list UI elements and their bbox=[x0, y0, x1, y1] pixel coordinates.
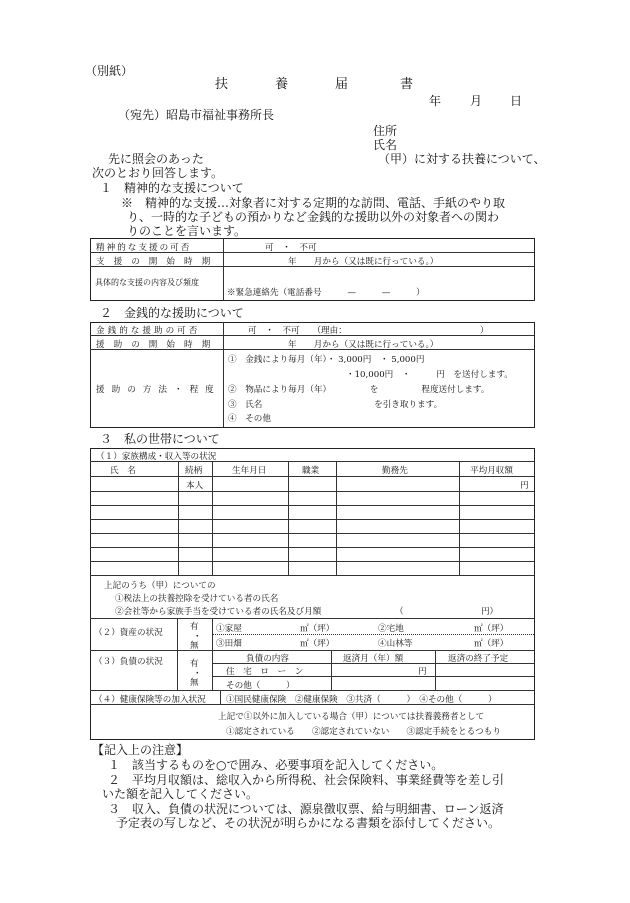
section3-heading: ３ 私の世帯について bbox=[100, 432, 220, 446]
attachment-label: （別紙） bbox=[85, 64, 134, 78]
assets-no: 無 bbox=[190, 641, 199, 651]
financial-start-label: 援助の開始時期 bbox=[96, 340, 220, 350]
debt-col-amount: 返済月（年）額 bbox=[343, 654, 404, 664]
financial-start-value: 年 月から（又は既に行っている。） bbox=[288, 340, 439, 350]
note-1: １ 該当するものを○で囲み、必要事項を記入してください。 bbox=[108, 758, 444, 772]
asset-land: ②宅地 bbox=[378, 624, 404, 634]
support-emergency-contact: ※緊急連絡先（電話番号 — — ） bbox=[227, 288, 425, 298]
col-relation: 続柄 bbox=[185, 466, 203, 476]
name-label: 氏名 bbox=[373, 138, 398, 152]
asset-field-unit: ㎡（坪） bbox=[300, 639, 335, 649]
debt-other: その他（ ） bbox=[226, 681, 295, 691]
debts-label: （３）負債の状況 bbox=[94, 657, 163, 667]
debt-housing-yen: 円 bbox=[418, 667, 427, 677]
note-2b: いた額を記入してください。 bbox=[102, 787, 259, 801]
debt-col-end: 返済の終了予定 bbox=[448, 654, 509, 664]
intro-line1-right: （甲）に対する扶養について、 bbox=[378, 152, 546, 166]
method-line-1: ① 金銭により毎月（年）・ 3,000円 ・ 5,000円 bbox=[228, 355, 425, 365]
address-label: 住所 bbox=[373, 124, 398, 138]
section1-note2: り、一時的な子どもの預かりなど金銭的な援助以外の対象者への関わ bbox=[127, 210, 500, 224]
asset-forest: ④山林等 bbox=[378, 639, 413, 649]
col-birthdate: 生年月日 bbox=[232, 466, 267, 476]
support-possible-label: 精神的な支援の可否 bbox=[96, 243, 192, 253]
assets-dot: ・ bbox=[193, 632, 202, 642]
support-start-value: 年 月から（又は既に行っている。） bbox=[288, 257, 439, 267]
method-line-4: ③ 氏名 を引き取ります。 bbox=[228, 400, 443, 410]
date-year: 年 bbox=[429, 94, 442, 108]
title-char-3: 届 bbox=[335, 77, 349, 92]
below-item2: ②会社等から家族手当を受けている者の氏名及び月額 bbox=[115, 607, 322, 617]
title-char-2: 養 bbox=[275, 77, 289, 92]
debt-housing-loan: 住 宅 ロ ー ン bbox=[226, 667, 304, 677]
method-line-3: ② 物品により毎月（年） を 程度送付します。 bbox=[228, 385, 490, 395]
asset-house: ①家屋 bbox=[216, 624, 242, 634]
section2-heading: ２ 金銭的な援助について bbox=[100, 306, 244, 320]
note-3b: 予定表の写しなど、その状況が明らかになる書類を添付してください。 bbox=[116, 816, 501, 830]
assets-yes: 有 bbox=[190, 622, 199, 632]
col-name: 氏 名 bbox=[110, 466, 136, 476]
method-line-5: ④ その他 bbox=[228, 414, 271, 424]
debts-dot: ・ bbox=[193, 669, 202, 679]
asset-land-unit: ㎡（坪） bbox=[474, 624, 509, 634]
intro-line2: 次のとおり回答します。 bbox=[92, 166, 224, 180]
date-month: 月 bbox=[470, 94, 483, 108]
col-occupation: 職業 bbox=[302, 466, 320, 476]
notes-heading: 【記入上の注意】 bbox=[92, 743, 189, 757]
support-start-label: 支援の開始時期 bbox=[96, 257, 220, 267]
debts-yes: 有 bbox=[190, 659, 199, 669]
insurance-line2: 上記で①以外に加入している場合（甲）については扶養義務者として bbox=[218, 712, 485, 722]
col-income: 平均月収額 bbox=[470, 466, 513, 476]
below-item2-paren: （ 円） bbox=[395, 607, 499, 617]
family-title: （１）家族構成・収入等の状況 bbox=[96, 452, 217, 462]
section1-heading: １ 精神的な支援について bbox=[100, 181, 244, 195]
intro-line1: 先に照会のあった bbox=[108, 152, 204, 166]
note-3a: ３ 収入、負債の状況については、源泉徴収票、給与明細書、ローン返済 bbox=[108, 802, 504, 816]
insurance-line3: ①認定されている ②認定されていない ③認定手続をとるつもり bbox=[226, 727, 501, 737]
insurance-options: ①国民健康保険 ②健康保険 ③共済（ ） ④その他（ ） bbox=[226, 695, 497, 705]
below-title: 上記のうち（甲）についての bbox=[104, 581, 216, 591]
section1-note3: りのことを言います。 bbox=[127, 224, 247, 238]
debts-no: 無 bbox=[190, 678, 199, 688]
insurance-label: （４）健康保険等の加入状況 bbox=[94, 695, 206, 705]
support-detail-label: 具体的な支援の内容及び頻度 bbox=[95, 278, 199, 287]
method-line-2: ・10,000円 ・ 円 を送付します。 bbox=[346, 370, 513, 380]
section1-note1: ※ 精神的な支援…対象者に対する定期的な訪問、電話、手紙のやり取 bbox=[121, 196, 506, 210]
assets-label: （２）資産の状況 bbox=[94, 628, 163, 638]
below-item1: ①税法上の扶養控除を受けている者の氏名 bbox=[115, 594, 279, 604]
row1-relation: 本人 bbox=[186, 481, 204, 491]
financial-possible-label: 金銭的な援助の可否 bbox=[96, 326, 201, 336]
financial-possible-value: 可 ・ 不可 （理由： ） bbox=[248, 326, 489, 336]
asset-forest-unit: ㎡（坪） bbox=[474, 639, 509, 649]
asset-field: ③田畑 bbox=[216, 639, 242, 649]
debt-col-content: 負債の内容 bbox=[246, 654, 289, 664]
addressee: （宛先）昭島市福祉事務所長 bbox=[118, 108, 275, 122]
asset-house-unit: ㎡（坪） bbox=[300, 624, 335, 634]
financial-method-label: 援助の方法・程度 bbox=[96, 385, 221, 395]
note-2a: ２ 平均月収額は、総収入から所得税、社会保険料、事業経費等を差し引 bbox=[108, 773, 505, 787]
support-possible-value: 可 ・ 不可 bbox=[265, 243, 317, 253]
col-workplace: 勤務先 bbox=[382, 466, 408, 476]
title-char-4: 書 bbox=[400, 77, 414, 92]
row1-yen: 円 bbox=[520, 481, 529, 491]
date-day: 日 bbox=[510, 94, 523, 108]
title-char-1: 扶 bbox=[215, 77, 229, 92]
